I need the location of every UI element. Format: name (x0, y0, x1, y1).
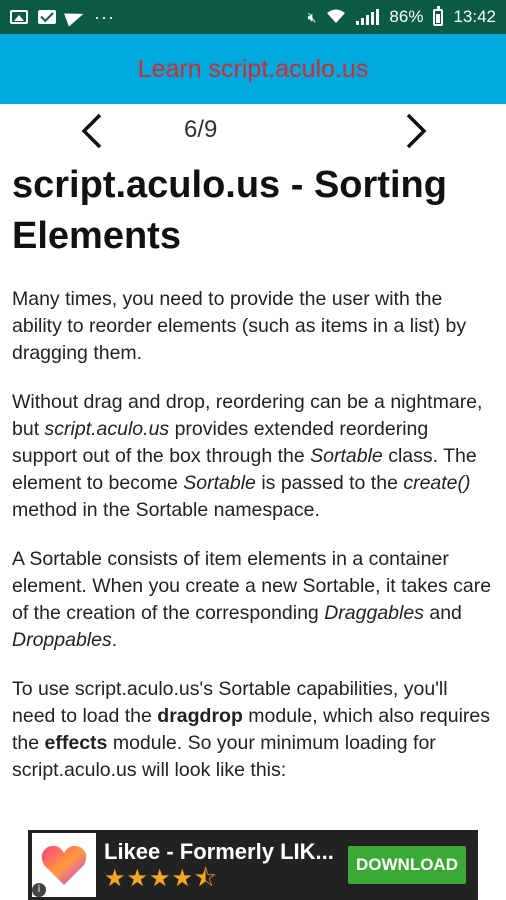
bold-effects: effects (44, 732, 108, 754)
ad-rating-stars: ★★★★⯪ (104, 864, 218, 891)
telegram-notification-icon (64, 7, 86, 26)
text-run: class. The element to become (12, 445, 477, 494)
image-notification-icon (10, 10, 28, 24)
battery-percent: 86% (389, 7, 424, 26)
app-title: Learn script.aculo.us (137, 54, 369, 83)
page-title: script.aculo.us - Sorting Elements (12, 164, 447, 257)
emphasis-scriptaculous: script.aculo.us (44, 418, 170, 440)
emphasis-draggables: Draggables (324, 602, 424, 624)
app-bar (0, 34, 506, 104)
ad-download-button[interactable]: DOWNLOAD (348, 846, 466, 884)
wifi-icon (326, 8, 346, 27)
ad-banner[interactable] (28, 830, 478, 900)
paragraph-sortable-items (12, 546, 496, 654)
page-indicator: 6/9 (184, 116, 218, 143)
paragraph-loading (12, 676, 496, 784)
status-left (10, 7, 115, 28)
chevron-left-icon (76, 112, 112, 150)
next-page-button[interactable] (396, 112, 432, 150)
more-notifications-icon: ··· (94, 6, 115, 27)
chevron-right-icon (396, 112, 432, 150)
clock: 13:42 (453, 7, 496, 26)
text-run: method in the Sortable namespace. (12, 499, 320, 521)
text-run: module, which also requires the (12, 705, 491, 754)
emphasis-droppables: Droppables (12, 629, 112, 651)
mute-icon: 🔇︎ (307, 8, 317, 25)
text-run: To use script.aculo.us's Sortable capabilities, you'll need to load the (12, 678, 448, 727)
status-right (308, 7, 496, 27)
text-run: and (423, 602, 462, 624)
bold-dragdrop: dragdrop (157, 705, 243, 727)
ad-info-icon[interactable]: i (32, 883, 46, 897)
ad-title: Likee - Formerly LIK... (104, 839, 334, 864)
text-run: A Sortable consists of item elements in a container element. When you create a new Sortable, it takes care of the creation of the corresponding (12, 548, 492, 624)
previous-page-button[interactable] (76, 112, 112, 150)
battery-icon (433, 9, 443, 26)
heart-logo-icon (38, 839, 90, 891)
pager (0, 104, 506, 156)
article-content (12, 160, 496, 806)
paragraph-drag-drop (12, 389, 496, 524)
mail-notification-icon (38, 10, 56, 24)
emphasis-sortable: Sortable (310, 445, 383, 467)
signal-icon (356, 9, 379, 25)
text-run: is passed to the (255, 472, 404, 494)
ad-text (104, 839, 348, 891)
emphasis-create: create() (403, 472, 471, 494)
text-run: provides extended reordering support out of the box through the (12, 418, 429, 467)
text-run: module. So your minimum loading for script.aculo.us will look like this: (12, 732, 436, 781)
paragraph-intro: Many times, you need to provide the user with the ability to reorder elements (such as items in a list) by dragging them. (12, 288, 467, 364)
text-run: Without drag and drop, reordering can be a nightmare, but (12, 391, 483, 440)
text-run: . (111, 629, 118, 651)
emphasis-sortable: Sortable (183, 472, 256, 494)
status-bar (0, 0, 506, 34)
ad-app-logo[interactable] (32, 833, 96, 897)
